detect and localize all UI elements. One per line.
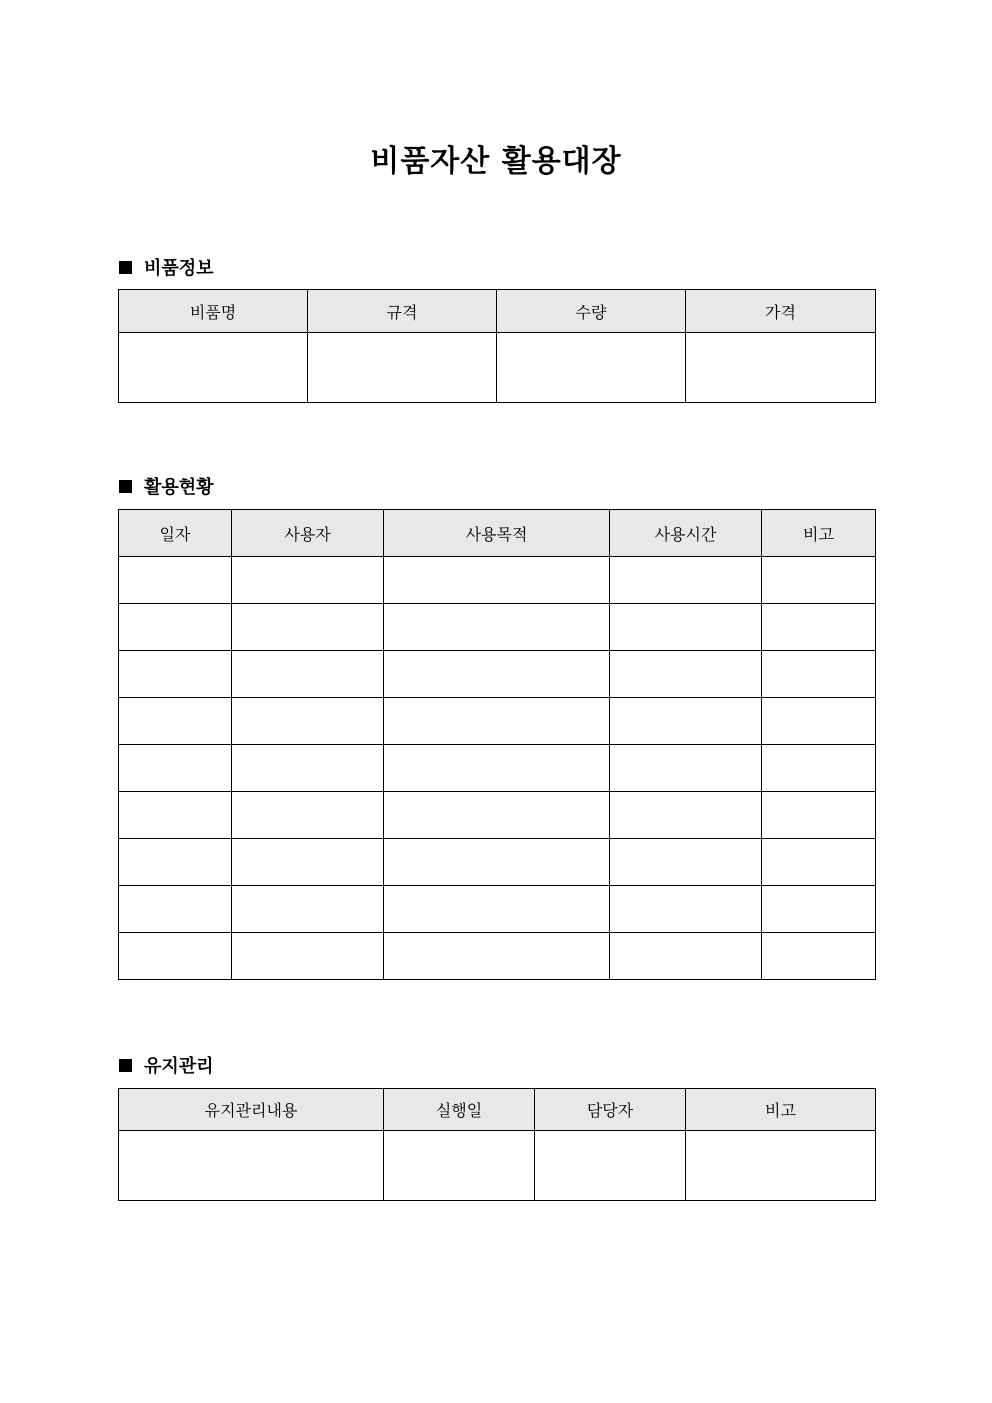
info-table [118, 289, 876, 403]
square-bullet-icon [119, 1059, 132, 1072]
table-cell[interactable] [610, 651, 762, 698]
table-cell[interactable] [119, 745, 232, 792]
section-heading-info [119, 254, 214, 280]
table-cell[interactable] [762, 745, 876, 792]
table-row [119, 698, 876, 745]
table-cell[interactable] [119, 557, 232, 604]
table-cell[interactable] [232, 557, 384, 604]
table-cell[interactable] [610, 886, 762, 933]
table-cell[interactable] [119, 651, 232, 698]
column-header: 일자 [119, 510, 232, 557]
table-cell[interactable] [762, 604, 876, 651]
column-header: 실행일 [384, 1089, 535, 1131]
column-header: 사용시간 [610, 510, 762, 557]
table-cell[interactable] [762, 557, 876, 604]
table-cell[interactable] [762, 792, 876, 839]
column-header: 사용목적 [384, 510, 610, 557]
table-cell[interactable] [762, 698, 876, 745]
table-cell[interactable] [384, 1131, 535, 1201]
table-row [119, 1131, 876, 1201]
column-header: 규격 [308, 290, 497, 333]
page-title: 비품자산 활용대장 [370, 144, 622, 179]
table-cell[interactable] [308, 333, 497, 403]
table-cell[interactable] [384, 792, 610, 839]
table-cell[interactable] [610, 792, 762, 839]
table-cell[interactable] [610, 745, 762, 792]
table-row [119, 745, 876, 792]
usage-table-body [119, 557, 876, 980]
table-cell[interactable] [762, 839, 876, 886]
table-cell[interactable] [535, 1131, 686, 1201]
table-cell[interactable] [119, 1131, 384, 1201]
table-row [119, 886, 876, 933]
table-cell[interactable] [762, 651, 876, 698]
table-cell[interactable] [232, 698, 384, 745]
column-header: 비고 [686, 1089, 876, 1131]
table-row [119, 604, 876, 651]
table-cell[interactable] [384, 933, 610, 980]
square-bullet-icon [119, 261, 132, 274]
table-row [119, 651, 876, 698]
section-heading-maintenance [119, 1052, 214, 1078]
table-cell[interactable] [119, 333, 308, 403]
table-cell[interactable] [232, 792, 384, 839]
column-header: 유지관리내용 [119, 1089, 384, 1131]
table-cell[interactable] [384, 886, 610, 933]
table-cell[interactable] [762, 886, 876, 933]
table-header-row [119, 290, 876, 333]
table-cell[interactable] [610, 698, 762, 745]
column-header: 가격 [686, 290, 876, 333]
section-heading-label: 비품정보 [144, 258, 214, 279]
table-row [119, 839, 876, 886]
table-cell[interactable] [497, 333, 686, 403]
section-heading-usage [119, 473, 214, 499]
table-row [119, 333, 876, 403]
maintenance-table [118, 1088, 876, 1201]
column-header: 비고 [762, 510, 876, 557]
table-cell[interactable] [119, 933, 232, 980]
column-header: 담당자 [535, 1089, 686, 1131]
table-header-row [119, 510, 876, 557]
table-cell[interactable] [384, 698, 610, 745]
table-row [119, 933, 876, 980]
table-cell[interactable] [119, 604, 232, 651]
table-cell[interactable] [686, 1131, 876, 1201]
column-header: 비품명 [119, 290, 308, 333]
table-cell[interactable] [610, 604, 762, 651]
table-cell[interactable] [384, 557, 610, 604]
table-cell[interactable] [384, 604, 610, 651]
table-cell[interactable] [232, 933, 384, 980]
section-heading-label: 유지관리 [144, 1056, 214, 1077]
table-cell[interactable] [232, 886, 384, 933]
table-cell[interactable] [610, 557, 762, 604]
table-cell[interactable] [232, 651, 384, 698]
table-cell[interactable] [119, 886, 232, 933]
column-header: 사용자 [232, 510, 384, 557]
square-bullet-icon [119, 480, 132, 493]
table-cell[interactable] [232, 604, 384, 651]
column-header: 수량 [497, 290, 686, 333]
table-cell[interactable] [384, 745, 610, 792]
table-cell[interactable] [384, 651, 610, 698]
table-cell[interactable] [384, 839, 610, 886]
table-cell[interactable] [119, 839, 232, 886]
usage-table [118, 509, 876, 980]
table-cell[interactable] [119, 698, 232, 745]
table-header-row [119, 1089, 876, 1131]
table-cell[interactable] [119, 792, 232, 839]
table-cell[interactable] [232, 745, 384, 792]
section-heading-label: 활용현황 [144, 477, 214, 498]
table-row [119, 792, 876, 839]
table-cell[interactable] [686, 333, 876, 403]
table-cell[interactable] [762, 933, 876, 980]
table-cell[interactable] [232, 839, 384, 886]
table-cell[interactable] [610, 839, 762, 886]
table-row [119, 557, 876, 604]
table-cell[interactable] [610, 933, 762, 980]
